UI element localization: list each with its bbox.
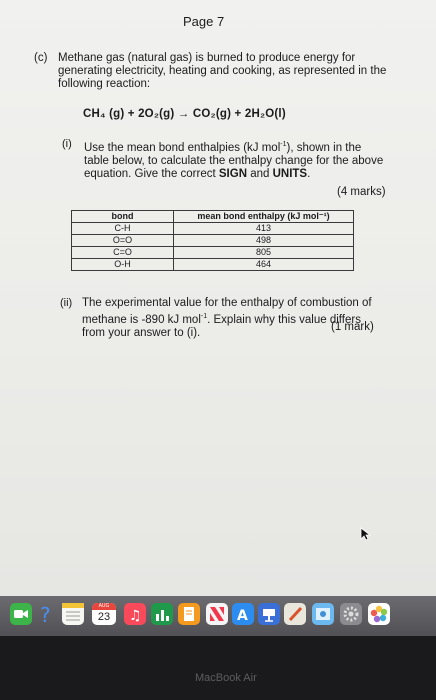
help-icon[interactable] (36, 603, 58, 625)
svg-text:A: A (237, 608, 248, 624)
table-header-row (72, 211, 354, 223)
calendar-icon[interactable] (92, 603, 116, 625)
bond-cell: O=O (72, 235, 174, 247)
music-icon[interactable] (124, 603, 146, 625)
notes-icon[interactable] (62, 603, 84, 625)
facetime-icon[interactable] (10, 603, 32, 625)
reaction-equation: CH₄ (g) + 2O₂(g) → CO₂(g) + 2H₂O(l) (83, 108, 286, 120)
table-row (72, 235, 354, 247)
macbook-bezel-label: MacBook Air (195, 672, 257, 684)
svg-text:♫: ♫ (129, 608, 142, 624)
mouse-cursor-icon (360, 527, 372, 541)
part-i-text-body: Use the mean bond enthalpies (kJ mol$^{-1}$), shown in the table below, to calculate the enthalpy change for the above equation. Give the correct SIGN and UNITS. (84, 141, 384, 180)
part-ii-text (82, 297, 382, 340)
app-store-icon[interactable] (232, 603, 254, 625)
question-letter: (c) (34, 52, 48, 64)
photos-icon[interactable] (368, 603, 390, 625)
bond-enthalpy-table (71, 210, 354, 271)
part-ii-text-body: The experimental value for the enthalpy of combustion of methane is -890 kJ mol$^{-1}$. Explain why this value differs from your answer to (i). (82, 297, 372, 339)
part-ii-number: (ii) (60, 297, 73, 309)
calendar-month: AUG (92, 603, 116, 610)
enthalpy-cell: 805 (174, 247, 354, 259)
news-icon[interactable] (206, 603, 228, 625)
part-i-marks: (4 marks) (337, 186, 386, 198)
preview-icon[interactable] (312, 603, 334, 625)
settings-icon[interactable] (340, 603, 362, 625)
part-ii-marks: (1 mark) (331, 321, 374, 333)
question-text: Methane gas (natural gas) is burned to produce energy for generating electricity, heating and cooking, as represented in the following reaction: (58, 52, 387, 90)
bond-cell: C=O (72, 247, 174, 259)
enthalpy-cell: 498 (174, 235, 354, 247)
page-title: Page 7 (183, 14, 225, 29)
bond-cell: O-H (72, 259, 174, 271)
numbers-icon[interactable] (151, 603, 173, 625)
pencil-icon[interactable] (284, 603, 306, 625)
keynote-icon[interactable] (258, 603, 280, 625)
header-bond: bond (72, 211, 174, 223)
pages-icon[interactable] (178, 603, 200, 625)
calendar-day: 23 (97, 611, 111, 623)
table-row (72, 223, 354, 235)
table-row (72, 259, 354, 271)
part-i-text (84, 138, 384, 181)
table-row (72, 247, 354, 259)
header-enthalpy: mean bond enthalpy (kJ mol⁻¹) (174, 211, 354, 223)
enthalpy-cell: 464 (174, 259, 354, 271)
enthalpy-cell: 413 (174, 223, 354, 235)
part-i-number: (i) (62, 138, 72, 150)
svg-text:?: ? (40, 603, 51, 625)
bond-cell: C-H (72, 223, 174, 235)
